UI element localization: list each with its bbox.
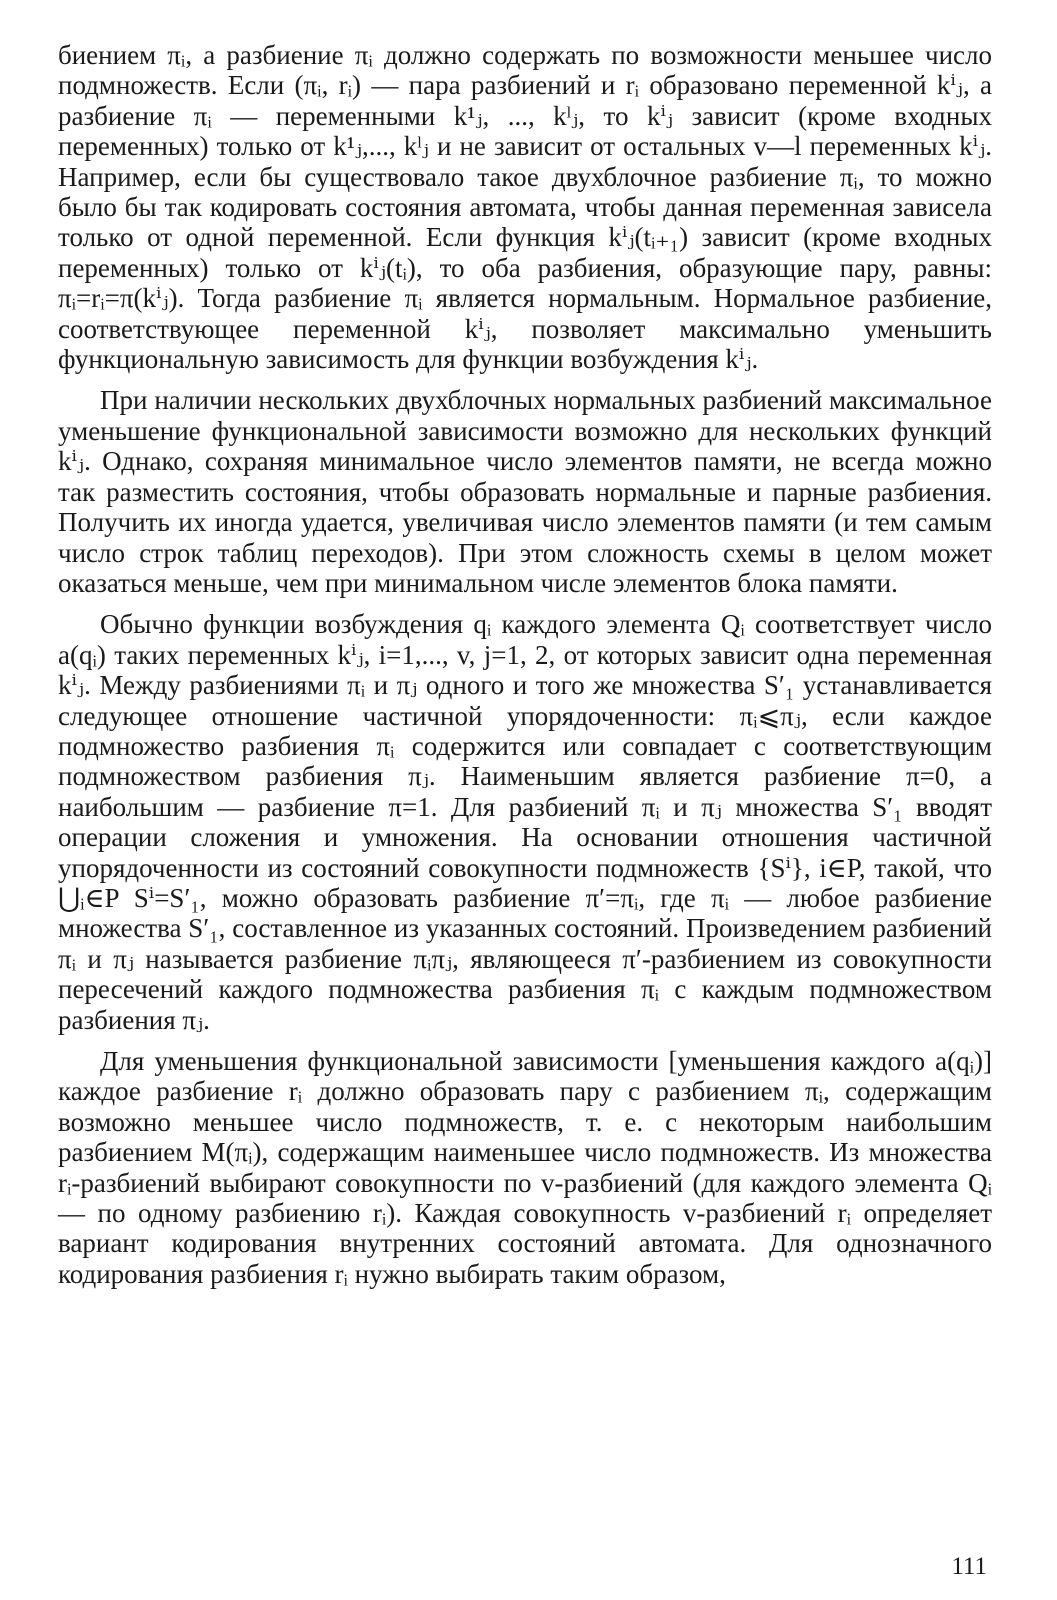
paragraph-2: При наличии нескольких двухблочных нормальных разбиений максимальное уменьшение функциональной зависимости возможно для нескольких функций kⁱⱼ. Однако, сохраняя минимальное число элементов памяти, не всегда можно так разместить состояния, чтобы образовать нормальные и парные разбиения. Получить их иногда удается, увеличивая число элементов памяти (и тем самым число строк таблиц переходов). При этом сложность схемы в целом может оказаться меньше, чем при минимальном числе элементов блока памяти.	[58, 385, 992, 598]
paragraph-4: Для уменьшения функциональной зависимости [уменьшения каждого a(qᵢ)] каждое разбиение rᵢ должно образовать пару с разбиением πᵢ, содержащим возможно меньшее число подмножеств, т. е. с некоторым наибольшим разбиением M(πᵢ), содержащим наименьшее число подмножеств. Из множества rᵢ-разбиений выбирают совокупности по v-разбиений (для каждого элемента Qᵢ — по одному разбиению rᵢ). Каждая совокупность v-разбиений rᵢ определяет вариант кодирования внутренних состояний автомата. Для однозначного кодирования разбиения rᵢ нужно выбирать таким образом,	[58, 1046, 992, 1289]
page-body	[58, 40, 992, 1300]
page-number: 111	[951, 1553, 987, 1580]
paragraph-1: биением πᵢ, а разбиение πᵢ должно содержать по возможности меньшее число подмножеств. Если (πᵢ, rᵢ) — пара разбиений и rᵢ образовано переменной kⁱⱼ, а разбиение πᵢ — переменными k¹ⱼ, ..., kˡⱼ, то kⁱⱼ зависит (кроме входных переменных) только от k¹ⱼ,..., kˡⱼ и не зависит от остальных v—l переменных kⁱⱼ. Например, если бы существовало такое двухблочное разбиение πᵢ, то можно было бы так кодировать состояния автомата, чтобы данная переменная зависела только от одной переменной. Если функция kⁱⱼ(tᵢ₊₁) зависит (кроме входных переменных) только от kⁱⱼ(tᵢ), то оба разбиения, образующие пару, равны: πᵢ=rᵢ=π(kⁱⱼ). Тогда разбиение πᵢ является нормальным. Нормальное разбиение, соответствующее переменной kⁱⱼ, позволяет максимально уменьшить функциональную зависимость для функции возбуждения kⁱⱼ.	[58, 40, 992, 375]
paragraph-3: Обычно функции возбуждения qᵢ каждого элемента Qᵢ соответствует число a(qᵢ) таких переменных kⁱⱼ, i=1,..., v, j=1, 2, от которых зависит одна переменная kⁱⱼ. Между разбиениями πᵢ и πⱼ одного и того же множества S′₁ устанавливается следующее отношение частичной упорядоченности: πᵢ⩽πⱼ, если каждое подмножество разбиения πᵢ содержится или совпадает с соответствующим подмножеством разбиения πⱼ. Наименьшим является разбиение π=0, а наибольшим — разбиение π=1. Для разбиений πᵢ и πⱼ множества S′₁ вводят операции сложения и умножения. На основании отношения частичной упорядоченности из состояний совокупности подмножеств {Sⁱ}, i∈P, такой, что ⋃ᵢ∈P Sⁱ=S′₁, можно образовать разбиение π′=πᵢ, где πᵢ — любое разбиение множества S′₁, составленное из указанных состояний. Произведением разбиений πᵢ и πⱼ называется разбиение πᵢπⱼ, являющееся π′-разбиением из совокупности пересечений каждого подмножества разбиения πᵢ с каждым подмножеством разбиения πⱼ.	[58, 609, 992, 1035]
